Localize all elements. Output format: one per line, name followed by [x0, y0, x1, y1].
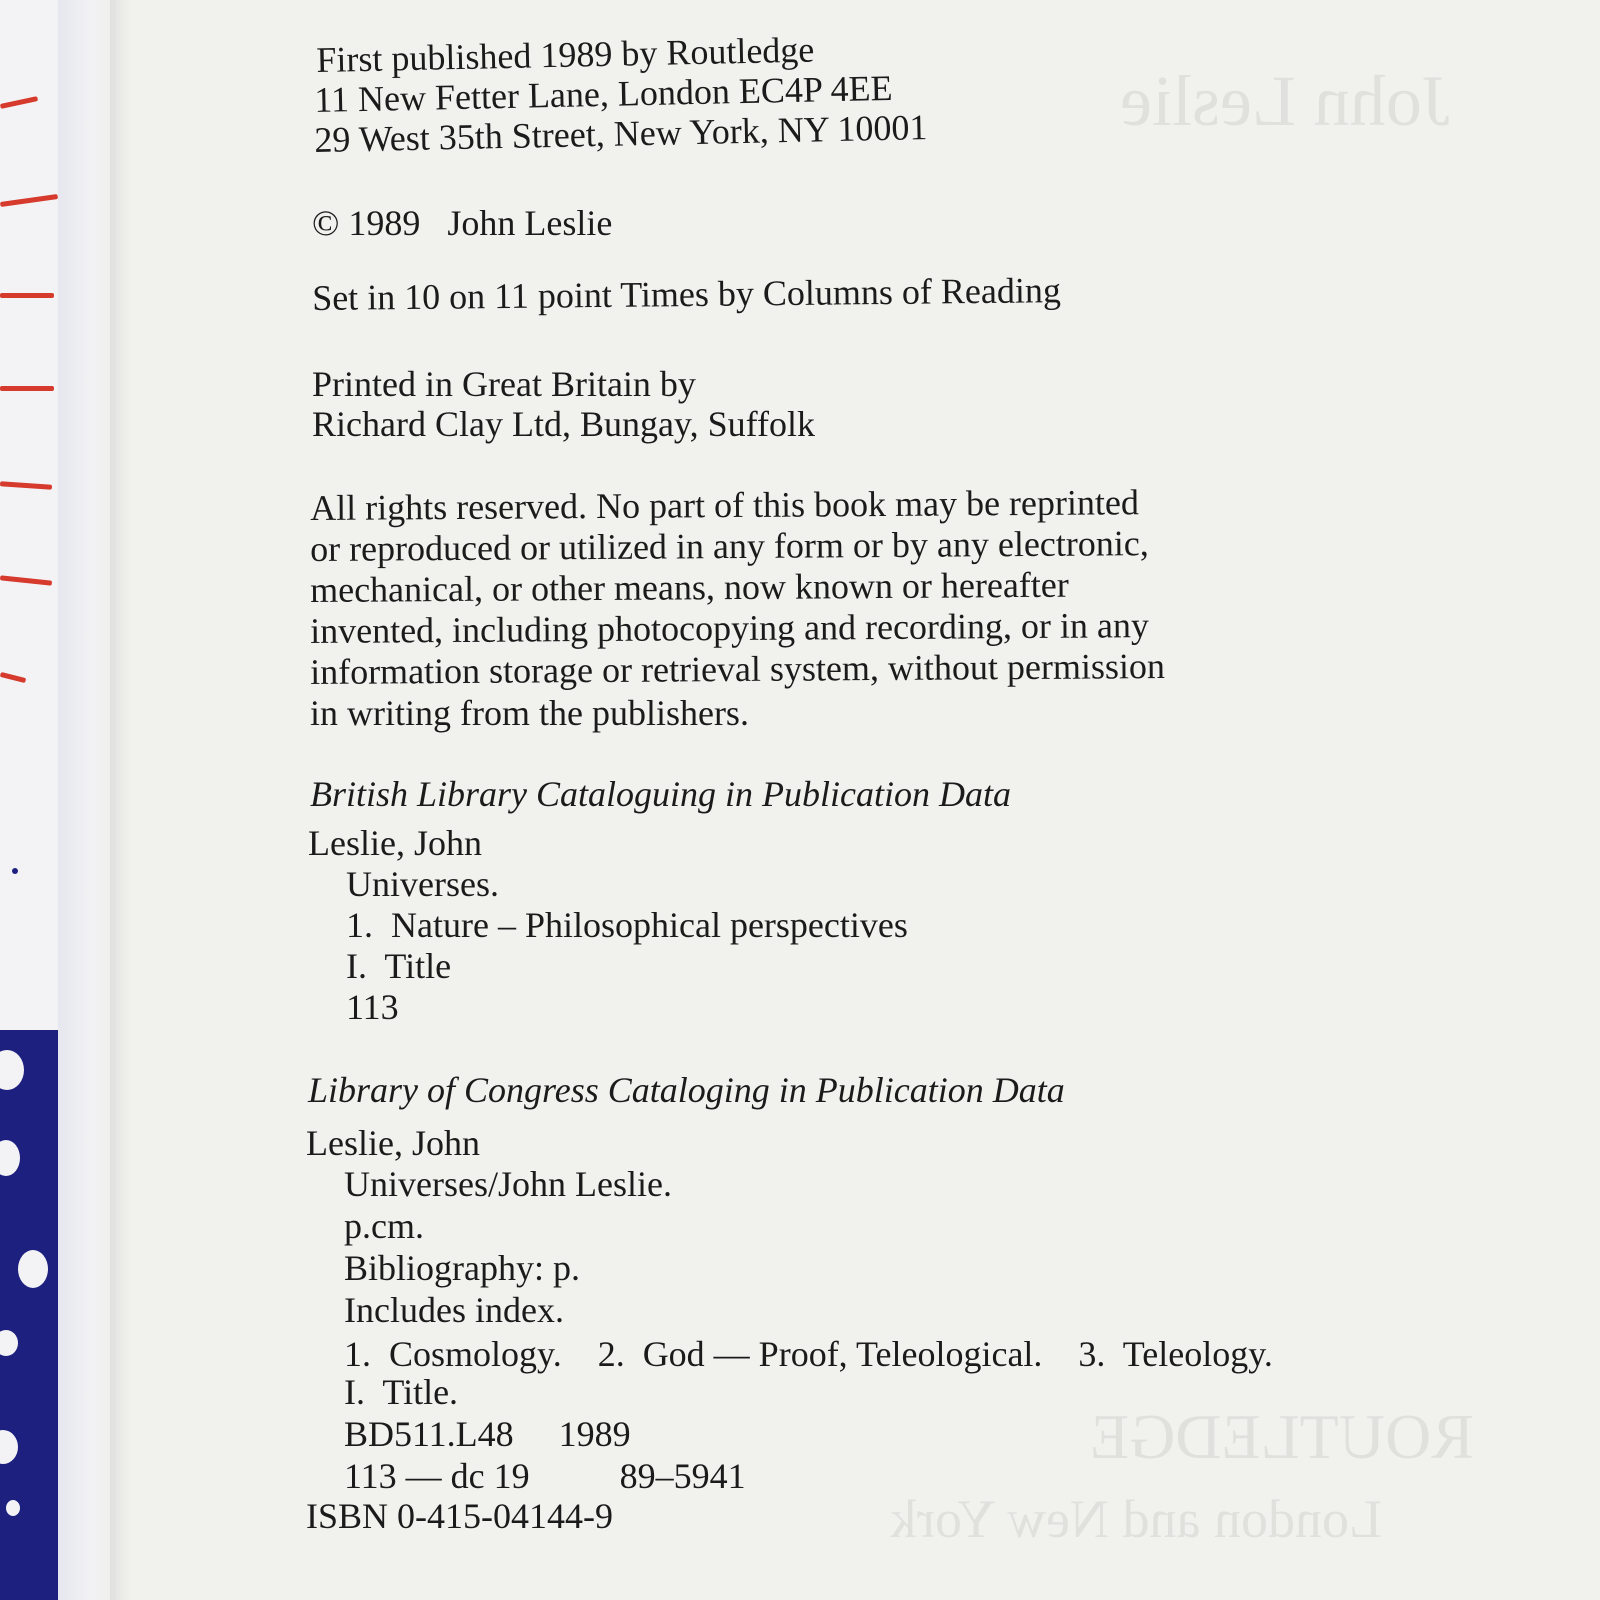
rights-line: in writing from the publishers. — [310, 693, 749, 733]
library-of-congress-entry: Bibliography: p. — [344, 1248, 580, 1288]
library-of-congress-entry: Includes index. — [344, 1290, 564, 1330]
rights-line: information storage or retrieval system, without permission — [309, 646, 1166, 692]
british-library-entry: Universes. — [346, 864, 499, 904]
imprint-line: 29 West 35th Street, New York, NY 10001 — [313, 107, 928, 160]
british-library-entry: 1. Nature – Philosophical perspectives — [346, 905, 908, 945]
rights-line: mechanical, or other means, now known or hereafter — [309, 564, 1069, 610]
library-of-congress-entry: BD511.L48 1989 — [344, 1414, 631, 1454]
library-of-congress-entry: Universes/John Leslie. — [344, 1164, 672, 1204]
library-of-congress-entry: I. Title. — [344, 1372, 459, 1412]
british-library-entry: I. Title — [346, 946, 452, 986]
library-of-congress-author: Leslie, John — [306, 1123, 480, 1163]
imprint-line: First published 1989 by Routledge — [315, 29, 815, 80]
imprint-line: 11 New Fetter Lane, London EC4P 4EE — [313, 67, 893, 120]
library-of-congress-entry: p.cm. — [344, 1206, 424, 1246]
rights-line: All rights reserved. No part of this book may be reprinted — [309, 482, 1140, 528]
isbn: ISBN 0-415-04144-9 — [306, 1496, 613, 1536]
british-library-heading: British Library Cataloguing in Publication Data — [310, 774, 1012, 814]
british-library-author: Leslie, John — [308, 823, 482, 863]
printer-line: Richard Clay Ltd, Bungay, Suffolk — [312, 404, 815, 444]
printer-line: Printed in Great Britain by — [312, 364, 696, 404]
show-through-author: John Leslie — [1120, 61, 1450, 141]
show-through-publisher: ROUTLEDGE — [1090, 1401, 1474, 1472]
library-of-congress-heading: Library of Congress Cataloging in Publication Data — [308, 1070, 1065, 1110]
rights-line: or reproduced or utilized in any form or by any electronic, — [309, 523, 1149, 569]
library-of-congress-entry: 113 — dc 19 89–5941 — [344, 1456, 746, 1496]
show-through-places: London and New York — [890, 1489, 1382, 1549]
rights-line: invented, including photocopying and recording, or in any — [309, 605, 1150, 651]
copyright-line: © 1989 John Leslie — [312, 203, 613, 243]
british-library-entry: 113 — [346, 987, 399, 1027]
library-of-congress-entry: 1. Cosmology. 2. God — Proof, Teleological. 3. Teleology. — [344, 1334, 1273, 1374]
typesetting-line: Set in 10 on 11 point Times by Columns of Reading — [311, 270, 1062, 318]
